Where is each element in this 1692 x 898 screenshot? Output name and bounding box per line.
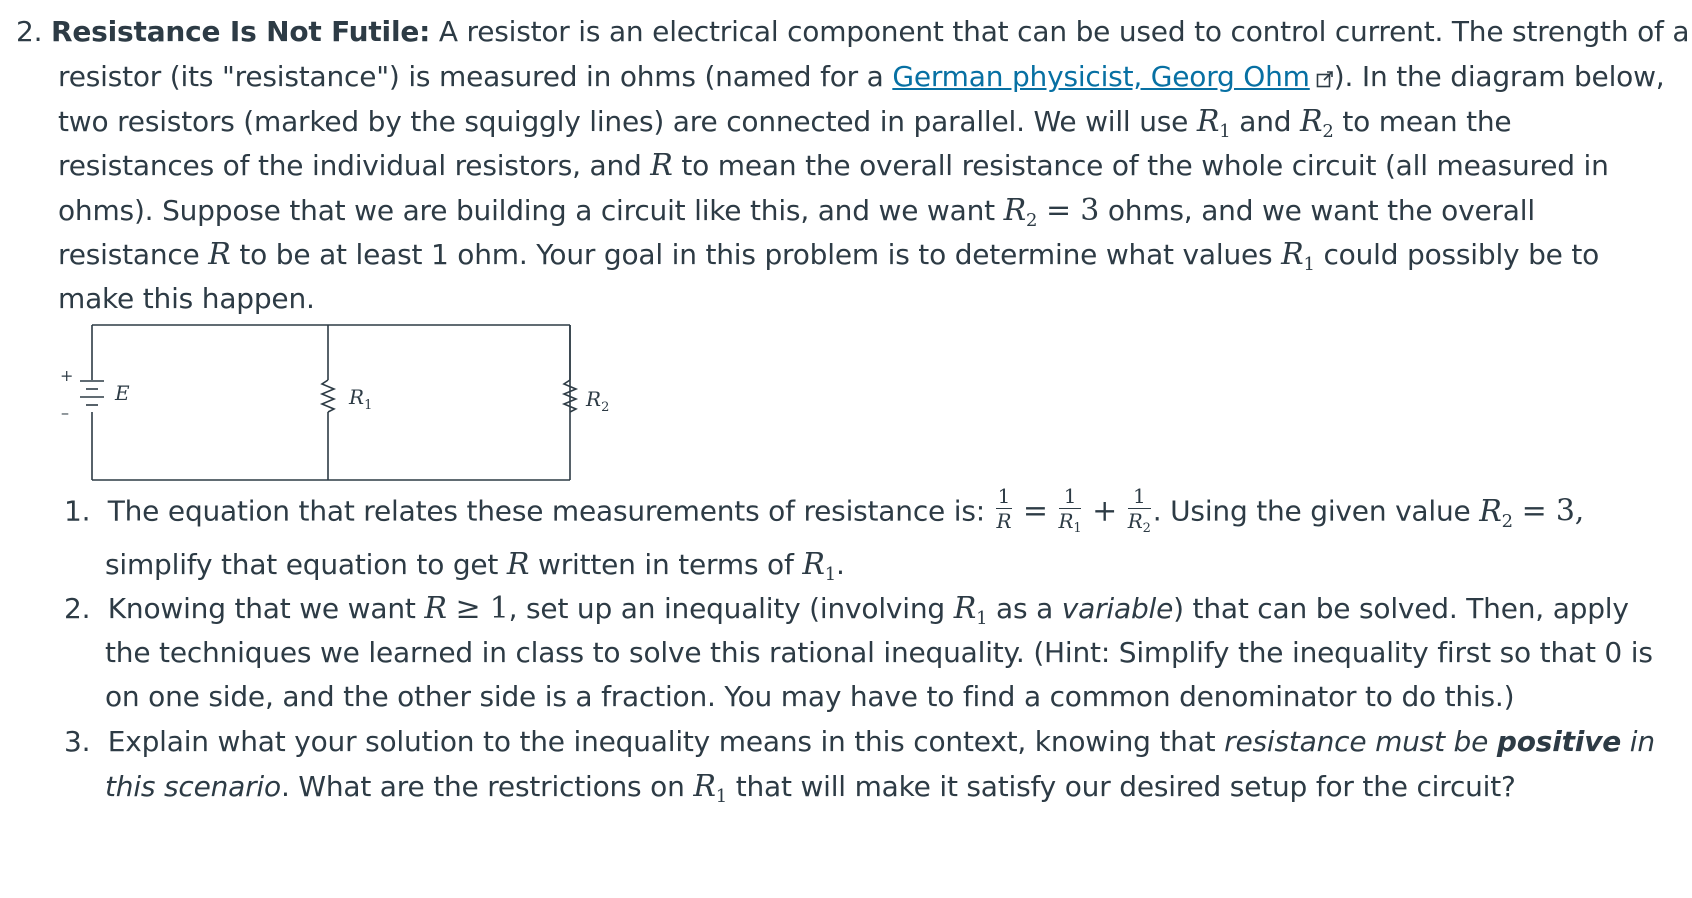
subitem-italic: in xyxy=(1629,725,1655,758)
subitem-text: . xyxy=(835,548,845,581)
subitem-italic: resistance must be xyxy=(1224,725,1489,758)
math-equals: = xyxy=(1022,493,1048,529)
math-r1: $R_1$ xyxy=(1281,237,1315,275)
battery-icon xyxy=(80,381,104,405)
subitem-1-line-1 xyxy=(64,484,1585,536)
math-r2: $R_2$ xyxy=(1003,193,1038,231)
subitem-text: as a xyxy=(996,592,1054,625)
problem-title: Resistance Is Not Futile: xyxy=(51,15,431,48)
problem-line-3 xyxy=(58,104,1512,142)
subitem-text: . What are the restrictions on xyxy=(280,770,685,803)
fraction-1-over-r1: $\frac{1}{R_1}$ xyxy=(1058,484,1082,536)
problem-text: A resistor is an electrical component that can be used to control current. The strength of a xyxy=(438,15,1690,48)
subitem-2-line-2 xyxy=(105,636,1653,669)
math-r2: $R_2$ xyxy=(1300,104,1334,142)
problem-line-4 xyxy=(58,148,1609,183)
battery-plus-label: + xyxy=(60,366,74,385)
external-link-icon[interactable] xyxy=(1316,70,1334,88)
problem-text: ohms). Suppose that we are building a circuit like this, and we want xyxy=(58,194,995,227)
problem-text: resistor (its "resistance") is measured in ohms (named for a xyxy=(58,60,884,93)
problem-text: to mean the overall resistance of the whole circuit (all measured in xyxy=(681,149,1609,182)
subitem-text: ) that can be solved. Then, apply xyxy=(1173,592,1629,625)
subitem-text: the techniques we learned in class to solve this rational inequality. (Hint: Simplify the inequality first so that 0 is xyxy=(105,636,1653,669)
subitem-text: simplify that equation to get xyxy=(105,548,499,581)
problem-text: to mean the xyxy=(1342,105,1512,138)
problem-line-7 xyxy=(58,282,315,315)
battery-minus-label: – xyxy=(61,403,69,422)
subitem-italic: this scenario xyxy=(105,770,281,803)
math-equals-3: = 3 xyxy=(1045,193,1100,228)
problem-text: ohms, and we want the overall xyxy=(1107,194,1535,227)
subitem-2-line-1 xyxy=(64,591,1629,629)
georg-ohm-link[interactable]: German physicist, Georg Ohm xyxy=(892,60,1310,93)
subitem-text: on one side, and the other side is a fraction. You may have to find a common denominator to do this.) xyxy=(105,680,1515,713)
problem-text: make this happen. xyxy=(58,282,315,315)
subitem-3-line-2 xyxy=(105,769,1516,807)
math-r1: $R_1$ xyxy=(953,591,988,629)
subitem-text: Knowing that we want xyxy=(107,592,416,625)
resistor-r1-icon xyxy=(322,380,334,412)
problem-text: two resistors (marked by the squiggly lines) are connected in parallel. We will use xyxy=(58,105,1189,138)
math-r1: $R_1$ xyxy=(1196,104,1231,142)
math-r: R xyxy=(506,547,530,582)
problem-line-2 xyxy=(58,60,1665,93)
subitem-italic: variable xyxy=(1061,592,1174,625)
problem-text: resistances of the individual resistors, and xyxy=(58,149,642,182)
subitem-text: . Using the given value xyxy=(1152,494,1471,528)
math-r2: $R_2$ xyxy=(1479,493,1513,532)
math-r: R xyxy=(208,237,231,272)
problem-line-1 xyxy=(16,15,1689,48)
math-equals-3: = 3, xyxy=(1521,493,1585,529)
math-r: R xyxy=(650,148,673,183)
problem-text: could possibly be to xyxy=(1323,238,1600,271)
subitem-text: Explain what your solution to the inequality means in this context, knowing that xyxy=(107,725,1216,758)
problem-line-6 xyxy=(58,237,1600,275)
math-r1: $R_1$ xyxy=(802,547,836,585)
math-plus: + xyxy=(1092,493,1118,529)
subitem-2-line-3 xyxy=(105,680,1514,713)
problem-number: 2. xyxy=(16,15,43,48)
subitem-text: written in terms of xyxy=(538,548,794,581)
subitem-text: The equation that relates these measurements of resistance is: xyxy=(107,494,985,528)
math-r1: $R_1$ xyxy=(693,769,727,807)
r2-label: $R_2$ xyxy=(586,387,610,415)
parallel-circuit-diagram xyxy=(55,318,610,490)
problem-text: ). In the diagram below, xyxy=(1333,60,1665,93)
battery-e-label: E xyxy=(115,381,130,405)
subitem-3-line-1 xyxy=(64,725,1655,758)
math-r: R xyxy=(424,591,447,626)
math-ge-1: ≥ 1 xyxy=(455,591,509,626)
subitem-text: that will make it satisfy our desired setup for the circuit? xyxy=(735,770,1516,803)
subitem-bold-italic: positive xyxy=(1496,725,1622,758)
problem-text: to be at least 1 ohm. Your goal in this problem is to determine what values xyxy=(239,238,1273,271)
subitem-number: 1. xyxy=(64,494,91,528)
r1-label: $R_1$ xyxy=(349,385,373,413)
subitem-text: , set up an inequality (involving xyxy=(508,592,945,625)
fraction-1-over-r2: $\frac{1}{R_2}$ xyxy=(1127,484,1151,536)
subitem-number: 2. xyxy=(64,592,91,625)
problem-text: resistance xyxy=(58,238,200,271)
problem-line-5 xyxy=(58,193,1535,231)
problem-text: and xyxy=(1239,105,1292,138)
subitem-1-line-2 xyxy=(105,547,845,585)
fraction-1-over-r: $\frac{1}{R}$ xyxy=(996,484,1012,533)
subitem-number: 3. xyxy=(64,725,91,758)
